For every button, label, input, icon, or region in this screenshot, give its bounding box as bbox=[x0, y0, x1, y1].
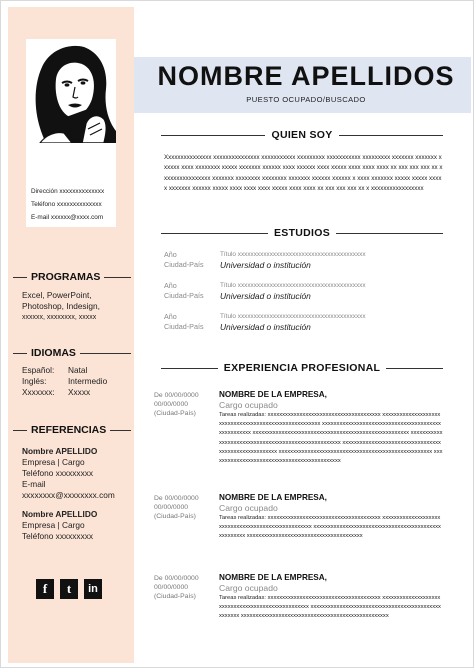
date-place: (Ciudad-País) bbox=[154, 593, 196, 601]
job-tasks: Tareas realizadas: xxxxxxxxxxxxxxxxxxxxxxxxxxxxxxxxxxxxxxx xxxxxxxxxxxxxxxxxxxxxxxxxxxxxxxxxxxxxxxxxxxxxxxxxxxx xxxxxxxxxxxxxxxxxxxxxxxxxxxxxxxxxxxxxxxxxxxxxxxxxxxxx xxxxxxxxxxxxxxxxxxxxxxxxxxxxxxxxxxxxxxxx bbox=[219, 515, 441, 540]
reference-name: Nombre APELLIDO bbox=[22, 509, 98, 519]
heading-rule bbox=[13, 353, 27, 354]
profile-photo bbox=[26, 39, 116, 143]
reference-2 bbox=[22, 509, 97, 542]
job-tasks: Tareas realizadas: xxxxxxxxxxxxxxxxxxxxxxxxxxxxxxxxxxxxxxx xxxxxxxxxxxxxxxxxxxxxxxxxxxxxxxxxxxxxxxxxxxxxxxxxxx xxxxxxxxxxxxxxxxxxxxxxxxxxxxxxxxxxxxxxxxxxxxxxxxxxxx xxxxxxxxxxxxxxxxxxxxxxxxxxxxxxxxxxxxxxxxxxxxxxxxxxx bbox=[219, 595, 441, 620]
date-to: 00/00/0000 bbox=[154, 401, 189, 409]
education-item bbox=[164, 281, 444, 301]
language-row bbox=[22, 387, 107, 398]
reference-company: Empresa | Cargo bbox=[22, 457, 85, 467]
reference-phone: Teléfono xxxxxxxxx bbox=[22, 468, 94, 478]
heading-rule bbox=[161, 233, 268, 234]
programs-line: Excel, PowerPoint, bbox=[22, 290, 92, 300]
facebook-icon[interactable]: f bbox=[36, 579, 54, 599]
tumblr-icon[interactable]: t bbox=[60, 579, 78, 599]
job-role: Cargo ocupado bbox=[219, 400, 278, 410]
date-from: De 00/00/0000 bbox=[154, 392, 199, 399]
programs-heading bbox=[13, 271, 131, 283]
heading-rule bbox=[336, 233, 443, 234]
reference-1 bbox=[22, 446, 115, 501]
experience-dates bbox=[154, 574, 214, 602]
about-heading-label: QUIEN SOY bbox=[271, 129, 333, 141]
heading-rule bbox=[80, 353, 131, 354]
reference-company: Empresa | Cargo bbox=[22, 520, 85, 530]
heading-rule bbox=[110, 430, 131, 431]
job-tasks: Tareas realizadas: xxxxxxxxxxxxxxxxxxxxxxxxxxxxxxxxxxxxxxx xxxxxxxxxxxxxxxxxxxxxxxxxxxxxxxxxxxxxxxxxxxxxxxxxxxxxxx xxxxxxxxxxxxxxxxxxxxxxxxxxxxxxxxxxxxxxxxxxxxxxxxxxxx xxxxxxxxxxxxxxxxxxxxxxxxxxxxxxxxxxxxxxxxxxxxxxxxxxxxxx xxxxxxxxxxxxxxxxxxxxxxxxxxxxxxxxxxxxxxxxxxxxxxxxxxxxx xxxxxxxxxxxxxxxxxxxxxxxxxxxxxxxxxxxxxxxxxxxxxxxxxxxxxx xxxxxxxxxxxxxxxxxxxxxxxxxxxxxxxxxxxxxxxxxxxxxxxxxxxxx xxxxxxxxxxxxxxxxxxxxxxxxxxxxxxxxxxxxxxxxxxxxx bbox=[219, 412, 443, 465]
languages-heading bbox=[13, 347, 131, 359]
about-text: Xxxxxxxxxxxxxxx xxxxxxxxxxxxxxx xxxxxxxxxxx xxxxxxxxx xxxxxxxxxxx xxxxxxxxx xxxxxxx xxxxxxx xxxxxx xxxx xxxxxxxx xxxxx xxxxxxx xxxxxx xxxx xxxxxx xxxx xxxxx xxxx xxxx xxxx xx xxx xxx xxx xx x xxxxxxxxxxxxxxx xxxxxxx xxxxxxxx xxxxxxxx xxxxxxx xxxxxx xxxxxx x xxxx xxxxxxx xxxxx xxxxx xxxxx xxxxxxx xxxxxx xxxxx xxxx xxxx xxxx xxxxx xxxx xxxx xx xxx xxx xxx xx x xxxxxxxxxxxxxxxxx bbox=[164, 154, 443, 192]
experience-heading-label: EXPERIENCIA PROFESIONAL bbox=[223, 362, 381, 374]
language-name: Xxxxxxx: bbox=[22, 387, 55, 397]
education-title: Título xxxxxxxxxxxxxxxxxxxxxxxxxxxxxxxxxxxxxxxx bbox=[220, 251, 366, 258]
education-year: Año bbox=[164, 281, 177, 290]
heading-rule bbox=[13, 277, 27, 278]
reference-email-label: E-mail bbox=[22, 479, 46, 489]
education-place: Ciudad-País bbox=[164, 322, 204, 331]
language-row bbox=[22, 365, 107, 376]
experience-body bbox=[219, 389, 443, 466]
email-line: E-mail xxxxxx@xxxx.com bbox=[31, 214, 104, 222]
date-place: (Ciudad-País) bbox=[154, 410, 196, 418]
education-place: Ciudad-País bbox=[164, 291, 204, 300]
heading-rule bbox=[386, 368, 443, 369]
programs-line: Photoshop, Indesign, bbox=[22, 301, 100, 311]
education-institution: Universidad o institución bbox=[220, 260, 311, 270]
education-institution: Universidad o institución bbox=[220, 291, 311, 301]
job-role: Cargo ocupado bbox=[219, 583, 278, 593]
language-level: Xxxxx bbox=[68, 387, 91, 397]
date-from: De 00/00/0000 bbox=[154, 495, 199, 502]
education-year: Año bbox=[164, 312, 177, 321]
date-to: 00/00/0000 bbox=[154, 584, 189, 592]
education-heading bbox=[161, 227, 443, 239]
portrait-illustration bbox=[26, 39, 116, 143]
languages-heading-label: IDIOMAS bbox=[31, 347, 76, 359]
education-institution: Universidad o institución bbox=[220, 322, 311, 332]
address-line: Dirección xxxxxxxxxxxxxx bbox=[31, 188, 105, 195]
experience-dates bbox=[154, 391, 214, 419]
heading-rule bbox=[161, 135, 265, 136]
programs-list bbox=[22, 290, 100, 323]
references-heading bbox=[13, 424, 131, 436]
programs-heading-label: PROGRAMAS bbox=[31, 271, 101, 283]
language-level: Intermedio bbox=[68, 376, 108, 386]
date-place: (Ciudad-País) bbox=[154, 513, 196, 521]
job-role: Cargo ocupado bbox=[219, 503, 278, 513]
heading-rule bbox=[13, 430, 27, 431]
programs-line: xxxxxx, xxxxxxxx, xxxxx bbox=[22, 314, 97, 321]
education-item bbox=[164, 250, 444, 270]
linkedin-icon[interactable]: in bbox=[84, 579, 102, 599]
company-name: NOMBRE DE LA EMPRESA, bbox=[219, 493, 327, 502]
about-heading bbox=[161, 129, 443, 141]
phone-line: Teléfono xxxxxxxxxxxxxx bbox=[31, 201, 102, 209]
education-heading-label: ESTUDIOS bbox=[273, 227, 331, 239]
experience-heading bbox=[161, 362, 443, 374]
social-links bbox=[36, 579, 102, 599]
experience-dates bbox=[154, 494, 214, 522]
full-name: NOMBRE APELLIDOS bbox=[157, 61, 455, 91]
language-name: Español: bbox=[22, 365, 55, 375]
job-position: PUESTO OCUPADO/BUSCADO bbox=[246, 95, 366, 104]
contact-info bbox=[31, 185, 117, 225]
language-level: Natal bbox=[68, 365, 88, 375]
education-place: Ciudad-País bbox=[164, 260, 204, 269]
education-title: Título xxxxxxxxxxxxxxxxxxxxxxxxxxxxxxxxxxxxxxxx bbox=[220, 282, 366, 289]
education-title: Título xxxxxxxxxxxxxxxxxxxxxxxxxxxxxxxxxxxxxxxx bbox=[220, 313, 366, 320]
company-name: NOMBRE DE LA EMPRESA, bbox=[219, 573, 327, 582]
experience-body bbox=[219, 572, 443, 622]
heading-rule bbox=[104, 277, 131, 278]
reference-email: xxxxxxxx@xxxxxxxx.com bbox=[22, 490, 115, 500]
education-item bbox=[164, 312, 444, 332]
experience-body bbox=[219, 492, 443, 542]
language-row bbox=[22, 376, 107, 387]
references-heading-label: REFERENCIAS bbox=[31, 424, 107, 436]
date-from: De 00/00/0000 bbox=[154, 575, 199, 582]
heading-rule bbox=[161, 368, 218, 369]
education-year: Año bbox=[164, 250, 177, 259]
reference-name: Nombre APELLIDO bbox=[22, 446, 98, 456]
company-name: NOMBRE DE LA EMPRESA, bbox=[219, 390, 327, 399]
languages-list bbox=[22, 365, 107, 398]
date-to: 00/00/0000 bbox=[154, 504, 189, 512]
language-name: Inglés: bbox=[22, 376, 47, 386]
heading-rule bbox=[339, 135, 443, 136]
reference-phone: Teléfono xxxxxxxxx bbox=[22, 531, 94, 541]
